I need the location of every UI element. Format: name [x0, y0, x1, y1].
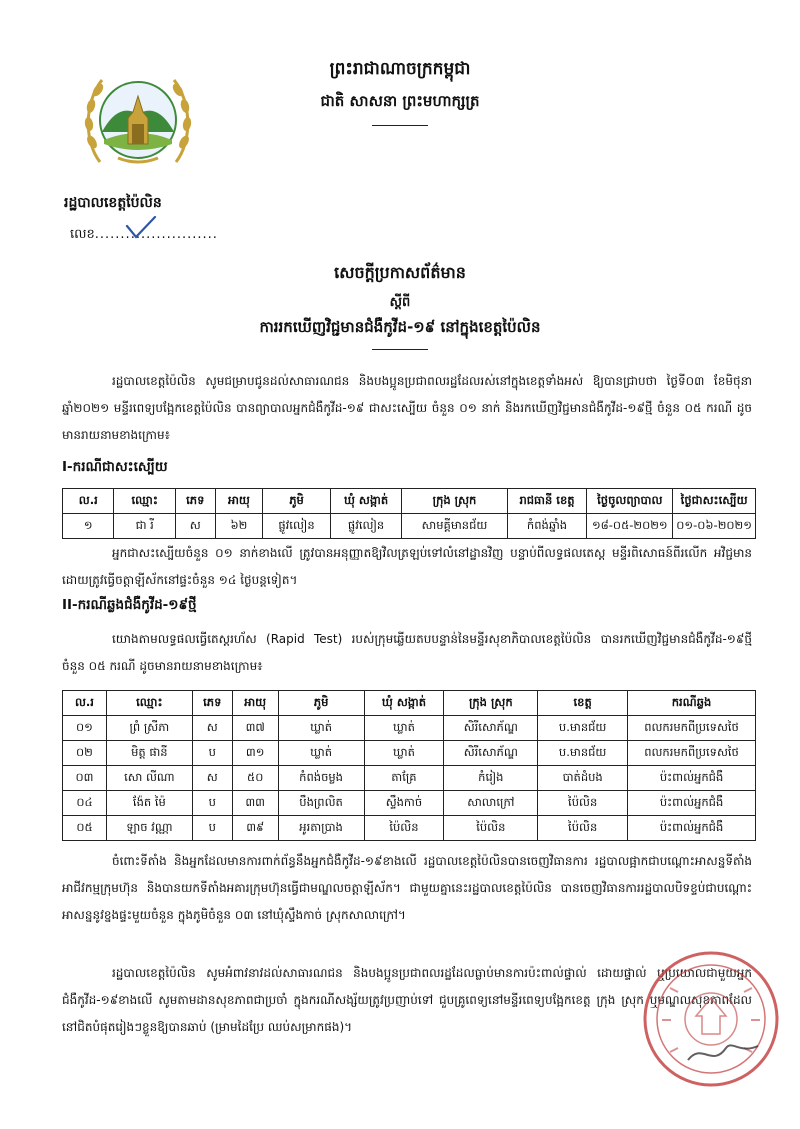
table-row	[63, 816, 756, 841]
issuing-authority: រដ្ឋបាលខេត្តប៉ៃលិន	[64, 195, 162, 211]
table-row	[63, 766, 756, 791]
column-header: ថ្ងៃចូលព្យាបាល	[587, 489, 673, 514]
table-cell: សិរីសោភ័ណ្ឌ	[444, 741, 538, 766]
column-header: ភូមិ	[263, 489, 331, 514]
announcement-title: សេចក្តីប្រកាសព័ត៌មាន	[334, 263, 466, 282]
section2-intro	[62, 626, 752, 680]
table-row	[63, 741, 756, 766]
table-cell: ឃ្លាត់	[278, 716, 364, 741]
column-header: ករណីឆ្លង	[628, 691, 756, 716]
table-cell: ០២	[63, 741, 107, 766]
column-header: ថ្ងៃជាសះស្បើយ	[673, 489, 756, 514]
column-header: ឃុំ សង្កាត់	[364, 691, 444, 716]
column-header: ល.រ	[63, 691, 107, 716]
column-header: ភូមិ	[278, 691, 364, 716]
table-cell: ពលករមកពីប្រទេសថៃ	[628, 741, 756, 766]
table-cell: ស	[192, 766, 232, 791]
table-cell: ៣៧	[232, 716, 278, 741]
column-header: ក្រុង ស្រុក	[444, 691, 538, 716]
table-header-row	[63, 489, 756, 514]
table-cell: ប	[192, 791, 232, 816]
table-cell: ប៉ះពាល់អ្នកជំងឺ	[628, 766, 756, 791]
column-header: ភេទ	[192, 691, 232, 716]
recovered-table	[62, 488, 756, 539]
provincial-emblem-icon	[78, 62, 198, 182]
table-cell: ០៥	[63, 816, 107, 841]
motto-divider	[372, 125, 428, 126]
table-cell: ប៉ៃលិន	[538, 816, 628, 841]
table-cell: ឃ្លាត់	[364, 716, 444, 741]
recovered-note-text: អ្នកជាសះស្បើយចំនួន ០១ នាក់ខាងលើ ត្រូវបានអនុញ្ញាតឱ្យវិលត្រឡប់ទៅលំនៅដ្ឋានវិញ បន្ទាប់ពីលទ្ធផលតេស្ត មន្ទីរពិសោធន៍ពីរលើក អវិជ្ជមាន ដោយត្រូវធ្វើចត្តាឡីស័កនៅផ្ទះចំនួន ១៤ ថ្ងៃបន្តទៀត។	[62, 546, 752, 587]
section2-intro-text: យោងតាមលទ្ធផលធ្វើតេស្តរហ័ស (Rapid Test) របស់ក្រុមឆ្លើយតបបន្ទាន់នៃមន្ទីរសុខាភិបាលខេត្តប៉ៃលិន បានរកឃើញវិជ្ជមានជំងឺកូវីដ-១៩ថ្មី ចំនួន ០៥ ករណី ដូចមានរាយនាមខាងក្រោម៖	[62, 632, 752, 673]
table-cell: ស	[175, 514, 215, 539]
table-cell: ផ្លូវលៀន	[263, 514, 331, 539]
official-seal-icon	[640, 948, 782, 1090]
table-cell: អូរតាប្រាង	[278, 816, 364, 841]
table-cell: សិរីសោភ័ណ្ឌ	[444, 716, 538, 741]
number-label: លេខ	[70, 227, 95, 242]
table-cell: ០៣	[63, 766, 107, 791]
table-cell: បឹងព្រលិត	[278, 791, 364, 816]
table-cell: ០១-០៦-២០២១	[673, 514, 756, 539]
table-cell: ពលករមកពីប្រទេសថៃ	[628, 716, 756, 741]
table-cell: ប	[192, 741, 232, 766]
table-cell: សាលាក្រៅ	[444, 791, 538, 816]
table-cell: បាត់ដំបង	[538, 766, 628, 791]
table-cell: ឃ្លាត់	[364, 741, 444, 766]
new-cases-table	[62, 690, 756, 841]
column-header: ភេទ	[175, 489, 215, 514]
measures-paragraph	[62, 848, 752, 929]
table-cell: ប	[192, 816, 232, 841]
table-cell: ព្រំ ស្រីភា	[106, 716, 192, 741]
table-row	[63, 514, 756, 539]
table-cell: ស្ទឹងកាច់	[364, 791, 444, 816]
table-cell: ប.មានជ័យ	[538, 741, 628, 766]
table-cell: ១៨-០៥-២០២១	[587, 514, 673, 539]
table-cell: ផ្លូវលៀន	[330, 514, 402, 539]
table-cell: ៥០	[232, 766, 278, 791]
table-cell: ៣៩	[232, 816, 278, 841]
column-header: រាជធានី ខេត្ត	[507, 489, 587, 514]
table-cell: ជា រី	[114, 514, 175, 539]
handwritten-check-icon	[124, 214, 158, 240]
column-header: ឃុំ សង្កាត់	[330, 489, 402, 514]
column-header: ឈ្មោះ	[114, 489, 175, 514]
intro-text: រដ្ឋបាលខេត្តប៉ៃលិន សូមជម្រាបជូនដល់សាធារណជន និងបងប្អូនប្រជាពលរដ្ឋដែលរស់នៅក្នុងខេត្តទាំងអស់ ឱ្យបានជ្រាបថា ថ្ងៃទី០៣ ខែមិថុនា ឆ្នាំ២០២១ មន្ទីរពេទ្យបង្អែកខេត្តប៉ៃលិន បានព្យាបាលអ្នកជំងឺកូវីដ-១៩ ជាសះស្បើយ ចំនួន ០១ នាក់ និងរកឃើញវិជ្ជមានជំងឺកូវីដ-១៩ថ្មី ចំនួន ០៥ ករណី ដូចមានរាយនាមខាងក្រោម៖	[62, 374, 752, 442]
column-header: ខេត្ត	[538, 691, 628, 716]
table-cell: ប៉ៃលិន	[364, 816, 444, 841]
title-divider	[372, 349, 428, 350]
table-cell: ប៉ៃលិន	[444, 816, 538, 841]
table-cell: ប៉ះពាល់អ្នកជំងឺ	[628, 816, 756, 841]
table-cell: ប.មានជ័យ	[538, 716, 628, 741]
section2-heading: II-ករណីឆ្លងជំងឺកូវីដ-១៩ថ្មី	[62, 597, 197, 613]
column-header: ក្រុង ស្រុក	[402, 489, 507, 514]
table-cell: កំពង់ចម្លង	[278, 766, 364, 791]
closing-text: រដ្ឋបាលខេត្តប៉ៃលិន សូមអំពាវនាវដល់សាធារណជន និងបងប្អូនប្រជាពលរដ្ឋដែលធ្លាប់មានការប៉ះពាល់ផ្ទាល់ ដោយផ្ទាល់ ឬប្រយោលជាមួយអ្នកជំងឺកូវីដ-១៩ខាងលើ សូមតាមដានសុខភាពជាប្រចាំ ក្នុងករណីសង្ស័យត្រូវប្រញាប់ទៅ ជួបគ្រូពេទ្យនៅមន្ទីរពេទ្យបង្អែកខេត្ត ក្រុង ស្រុក ឬមណ្ឌលសុខភាពដែលនៅជិតបំផុតរៀងៗខ្លួនឱ្យបានឆាប់ (ម្រាមដៃប្រែ ឈប់សម្រាកផង)។	[62, 966, 752, 1034]
column-header: ឈ្មោះ	[106, 691, 192, 716]
table-cell: តាគ្រែ	[364, 766, 444, 791]
table-cell: ៣១	[232, 741, 278, 766]
measures-text: ចំពោះទីតាំង និងអ្នកដែលមានការពាក់ព័ន្ធនឹងអ្នកជំងឺកូវីដ-១៩ខាងលើ រដ្ឋបាលខេត្តប៉ៃលិនបានចេញវិធានការ រដ្ឋបាលផ្អាកជាបណ្តោះអាសន្នទីតាំងអាជីវកម្មក្រុមហ៊ុន និងបានយកទីតាំងអគារក្រុមហ៊ុនធ្វើជាមណ្ឌលចត្តាឡីស័ក។ ជាមួយគ្នានេះរដ្ឋបាលខេត្តប៉ៃលិន បានចេញវិធានការរដ្ឋបាលបិទខ្ទប់ជាបណ្តោះអាសន្ននូវខ្នងផ្ទះមួយចំនួន ក្នុងភូមិចំនួន ០៣ នៅឃុំស្ទឹងកាច់ ស្រុកសាលាក្រៅ។	[62, 854, 752, 922]
recovered-note	[62, 540, 752, 594]
table-cell: ប៉ះពាល់អ្នកជំងឺ	[628, 791, 756, 816]
table-cell: ង៉ែត ម៉ៃ	[106, 791, 192, 816]
number-dots: ........................	[94, 227, 218, 242]
table-cell: ឃ្លាត់	[278, 741, 364, 766]
section1-heading: I-ករណីជាសះស្បើយ	[62, 459, 168, 475]
table-row	[63, 716, 756, 741]
announcement-about: ស្តីពី	[389, 295, 411, 310]
column-header: អាយុ	[215, 489, 263, 514]
table-header-row	[63, 691, 756, 716]
intro-paragraph	[62, 368, 752, 449]
table-row	[63, 791, 756, 816]
table-cell: ១	[63, 514, 114, 539]
national-motto: ជាតិ សាសនា ព្រះមហាក្សត្រ	[320, 92, 480, 110]
table-cell: ០៤	[63, 791, 107, 816]
column-header: ល.រ	[63, 489, 114, 514]
table-cell: កំពង់ឆ្នាំង	[507, 514, 587, 539]
announcement-subject: ការរកឃើញវិជ្ជមានជំងឺកូវីដ-១៩ នៅក្នុងខេត្តប៉ៃលិន	[259, 318, 541, 336]
table-cell: កំរៀង	[444, 766, 538, 791]
table-cell: ប៉ៃលិន	[538, 791, 628, 816]
table-cell: ៣៣	[232, 791, 278, 816]
table-cell: សាមគ្គីមានជ័យ	[402, 514, 507, 539]
table-cell: ៦២	[215, 514, 263, 539]
table-cell: ស	[192, 716, 232, 741]
table-cell: ០១	[63, 716, 107, 741]
kingdom-heading: ព្រះរាជាណាចក្រកម្ពុជា	[329, 59, 471, 79]
table-cell: ឡាច វណ្ណា	[106, 816, 192, 841]
column-header: អាយុ	[232, 691, 278, 716]
table-cell: សោ លីណា	[106, 766, 192, 791]
table-cell: មិត្ត ផានី	[106, 741, 192, 766]
